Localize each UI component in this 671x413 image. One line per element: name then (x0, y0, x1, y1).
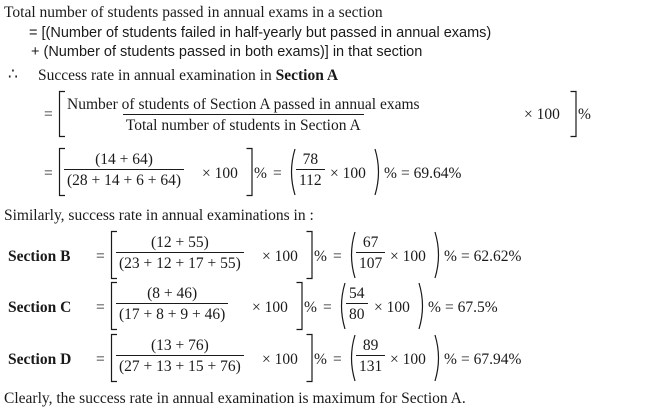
row-a-denominator-2: 112 (296, 169, 325, 189)
section-d-right-bracket (306, 334, 314, 382)
row-a-right-bracket (246, 148, 254, 196)
section-d-right-paren (434, 334, 442, 382)
row-a-times-100-2: × 100 (330, 165, 366, 182)
formula-times-100: × 100 (524, 106, 560, 123)
success-rate-label: Success rate in annual examination in (38, 67, 272, 84)
intro-line-1: Total number of students passed in annual exams in a section (4, 4, 383, 21)
section-b-fraction-2 (356, 234, 385, 272)
section-d-left-paren (348, 334, 356, 382)
section-c-right-bracket (296, 282, 304, 330)
section-b-times-100: × 100 (262, 248, 298, 265)
similarly-text: Similarly, success rate in annual examinations in : (4, 207, 314, 224)
row-a-denominator-1: (28 + 14 + 6 + 64) (64, 169, 184, 189)
section-b-percent: % (314, 248, 327, 265)
section-d-fraction-2 (356, 337, 385, 375)
formula-equals: = (44, 106, 53, 123)
section-c-numerator-2: 54 (349, 285, 365, 302)
section-b-numerator-2: 67 (362, 234, 379, 251)
section-b-percent-2: % (444, 248, 457, 265)
section-d-percent-2: % (444, 351, 457, 368)
section-c-denominator-1: (17 + 8 + 9 + 46) (116, 303, 228, 323)
section-b-times-100-2: × 100 (390, 248, 426, 265)
row-a-numerator-1: (14 + 64) (95, 151, 153, 168)
section-b-denominator-2: 107 (356, 252, 385, 272)
intro-line-3: + (Number of students passed in both exams)] in that section (31, 44, 423, 60)
row-a-right-paren (374, 148, 382, 196)
section-b-equals-2: = (333, 248, 342, 265)
section-c-fraction-2 (346, 285, 368, 323)
section-d-times-100-2: × 100 (390, 351, 426, 368)
section-a-label: Section A (275, 67, 339, 84)
section-b-right-paren (434, 231, 442, 279)
row-a-percent-2: % (384, 165, 397, 182)
intro-line-2: = [(Number of students failed in half-yearly but passed in annual exams) (29, 25, 492, 41)
row-a-left-paren (288, 148, 296, 196)
section-c-percent: % (304, 299, 317, 316)
section-b-denominator-1: (23 + 12 + 17 + 55) (116, 252, 244, 272)
row-a-result: = 69.64% (401, 165, 462, 182)
section-d-result: = 67.94% (461, 351, 522, 368)
row-a-equals: = (44, 165, 53, 182)
section-b-equals: = (96, 248, 105, 265)
row-a-numerator-2: 78 (302, 151, 319, 168)
section-d-times-100: × 100 (262, 351, 298, 368)
section-c-denominator-2: 80 (346, 303, 368, 323)
section-d-label: Section D (8, 351, 72, 368)
row-a-percent: % (254, 165, 267, 182)
section-c-fraction-1 (116, 285, 228, 323)
row-a-times-100: × 100 (202, 165, 238, 182)
section-c-times-100-2: × 100 (374, 299, 410, 316)
section-c-equals: = (96, 299, 105, 316)
section-d-fraction-1 (116, 337, 244, 375)
section-c-right-paren (418, 282, 426, 330)
section-c-left-paren (338, 282, 346, 330)
formula-fraction (64, 96, 423, 134)
section-d-denominator-1: (27 + 13 + 15 + 76) (116, 355, 244, 375)
formula-denominator: Total number of students in Section A (123, 114, 364, 134)
section-b-result: = 62.62% (461, 248, 522, 265)
section-c-equals-2: = (323, 299, 332, 316)
success-rate-heading (38, 67, 338, 84)
row-a-equals-2: = (273, 165, 282, 182)
section-d-denominator-2: 131 (356, 355, 385, 375)
formula-numerator: Number of students of Section A passed in annual exams (67, 96, 420, 113)
section-c-label: Section C (8, 299, 72, 316)
section-d-numerator-2: 89 (362, 337, 379, 354)
section-b-numerator-1: (12 + 55) (150, 234, 209, 251)
row-a-fraction-1 (64, 151, 184, 189)
row-a-fraction-2 (296, 151, 325, 189)
formula-percent: % (578, 106, 591, 123)
section-b-fraction-1 (116, 234, 244, 272)
section-d-numerator-1: (13 + 76) (150, 337, 209, 354)
conclusion-text: Clearly, the success rate in annual examination is maximum for Section A. (4, 390, 466, 407)
formula-right-bracket (570, 91, 578, 137)
section-c-times-100: × 100 (252, 299, 288, 316)
section-b-label: Section B (8, 248, 71, 265)
section-d-equals: = (96, 351, 105, 368)
section-b-right-bracket (306, 231, 314, 279)
section-c-numerator-1: (8 + 46) (147, 285, 198, 302)
therefore-symbol: ∴ (8, 66, 18, 83)
section-b-left-paren (348, 231, 356, 279)
section-d-equals-2: = (333, 351, 342, 368)
section-d-percent: % (314, 351, 327, 368)
section-c-result: = 67.5% (445, 299, 498, 316)
section-c-percent-2: % (428, 299, 441, 316)
